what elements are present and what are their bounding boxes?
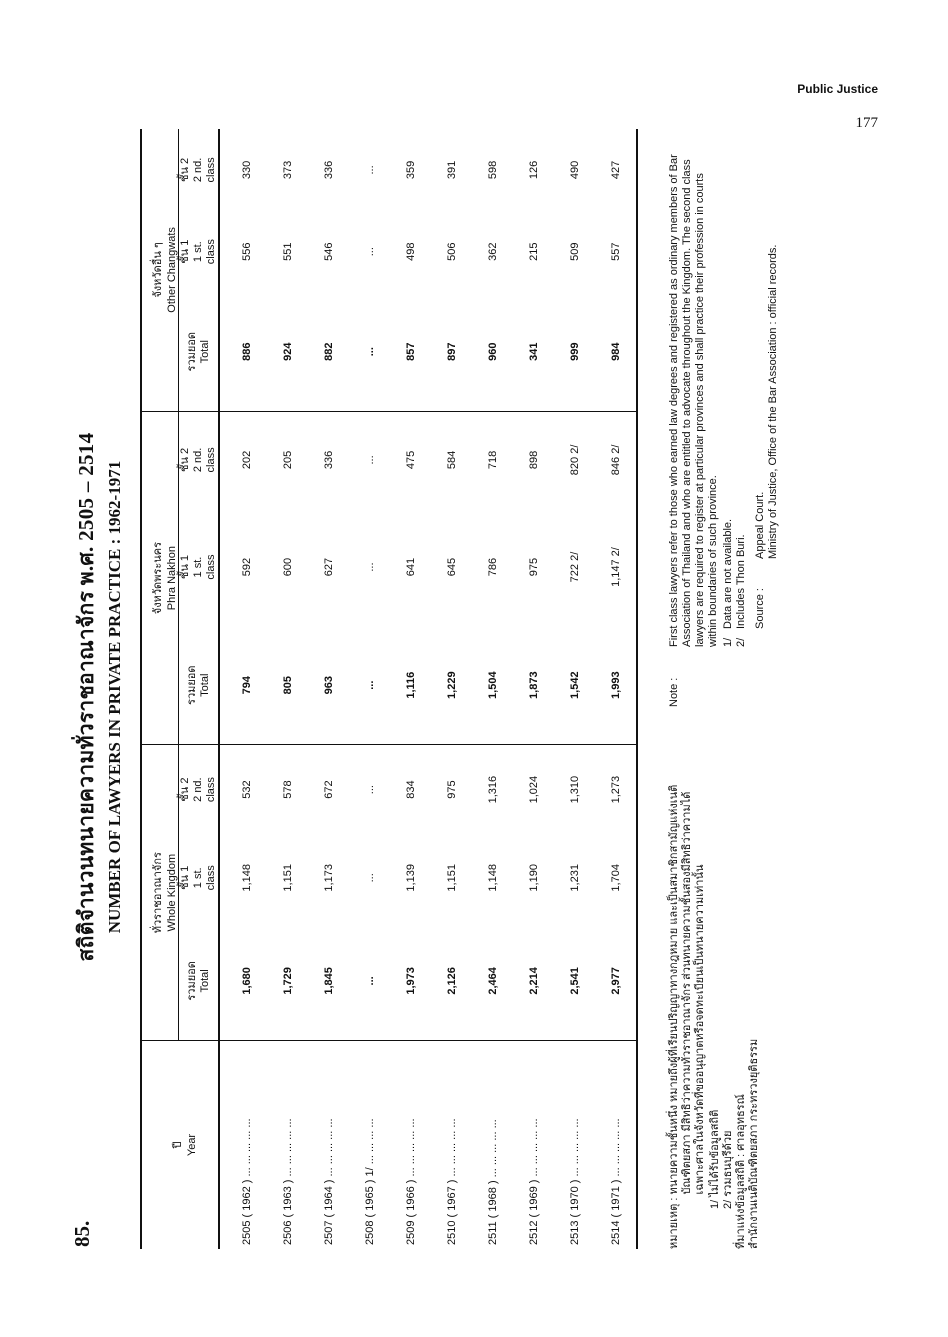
footnote1-label-thai: 1/ xyxy=(709,1199,721,1209)
pn-first-class-cell: ... xyxy=(363,562,376,572)
year-header-english: Year xyxy=(186,1133,198,1157)
pn-second-class-cell: 475 xyxy=(404,450,417,470)
oc-total-cell: 960 xyxy=(472,293,513,412)
table-title xyxy=(70,147,125,1247)
subheader-line: class xyxy=(205,865,217,891)
group-english: Whole Kingdom xyxy=(166,853,178,932)
subheader-line: 2 nd. xyxy=(192,447,204,473)
pn-first-class-cell: 722 2/ xyxy=(568,551,581,583)
pn-second-class-cell: 820 2/ xyxy=(568,444,581,476)
notes-english xyxy=(668,147,780,707)
pn-total-cell: 794 xyxy=(219,626,267,745)
subheader-line: Total xyxy=(198,969,211,993)
wk-total-cell: 2,214 xyxy=(513,922,554,1041)
oc-first-class-cell: 556 xyxy=(240,242,253,261)
source-texts-english xyxy=(754,147,780,569)
subheader-line: ชั้น 2 xyxy=(179,777,191,802)
source-text2-thai: สำนักงานเนติบัณฑิตยสภา กระทรวงยุติธรรม xyxy=(748,1038,760,1249)
pn-total-cell: ... xyxy=(349,626,390,745)
wk-second-class-cell: 578 xyxy=(281,780,294,799)
subheader-line: ชั้น 1 xyxy=(179,554,191,580)
footnote2-text-english: Includes Thon Buri. xyxy=(735,534,747,629)
pn-total-cell: 1,542 xyxy=(554,626,595,745)
subheader-line: ชั้น 2 xyxy=(179,157,191,182)
note-label-english: Note : xyxy=(668,677,680,707)
note-label-thai: หมายเหตุ : xyxy=(668,1197,680,1249)
note-text-english: First class lawyers refer to those who earned law degrees and registered as ordinary members of Bar Association of Thailand and who are entitled to advocate throughout the Kingdom. The second class lawyers are required to register at particular provinces and shall practice their profession in courts within boundaries of such province. xyxy=(668,154,719,647)
table-row xyxy=(308,129,349,1249)
wk-second-class-cell: 672 xyxy=(322,780,335,799)
wk-first-class-cell: 1,139 xyxy=(404,864,417,892)
year-cell: 2507 ( 1964 ) ... ... ... ... ... xyxy=(322,1118,335,1245)
wk-total-cell: 2,126 xyxy=(431,922,472,1041)
wk-first-class-cell: 1,704 xyxy=(609,864,622,892)
subheader-line: ชั้น 2 xyxy=(179,447,191,472)
year-cell: 2509 ( 1966 ) ... ... ... ... ... xyxy=(404,1118,417,1245)
wk-total-cell: 2,541 xyxy=(554,922,595,1041)
pn-first-class-cell: 641 xyxy=(404,557,417,577)
year-header xyxy=(141,1041,219,1250)
subheader-line: รวมยอด xyxy=(185,331,198,372)
wk-second-class-cell: 532 xyxy=(240,780,253,799)
subheader-line: ชั้น 1 xyxy=(179,865,191,890)
title-english: NUMBER OF LAWYERS IN PRIVATE PRACTICE : 1962-1971 xyxy=(105,460,124,934)
year-cell: 2512 ( 1969 ) ... ... ... ... ... xyxy=(527,1118,540,1245)
subheader-line: 2 nd. xyxy=(192,777,204,802)
wk-first-class-cell: ... xyxy=(363,873,376,883)
pn-second-class-cell: 205 xyxy=(281,450,294,470)
pn-first-class-cell: 786 xyxy=(486,557,499,577)
year-cell: 2511 ( 1968 ) ... ... ... ... ... xyxy=(486,1119,499,1245)
group-thai: จังหวัดอื่น ๆ xyxy=(152,242,164,298)
table-row xyxy=(431,129,472,1249)
group-thai: จังหวัดพระนคร xyxy=(152,541,164,615)
oc-second-class-cell: 359 xyxy=(404,160,417,180)
subheader-total xyxy=(179,922,220,1041)
subheader-line: class xyxy=(205,777,217,803)
subheader-second-class xyxy=(179,745,220,834)
footnote1-text-english: Data are not available. xyxy=(722,518,734,629)
pn-second-class-cell: 718 xyxy=(486,450,499,470)
subheader-second-class xyxy=(179,129,220,211)
subheader-line: 1 st. xyxy=(192,867,204,889)
pn-first-class-cell: 627 xyxy=(322,557,335,577)
subheader-line: 1 st. xyxy=(192,556,204,578)
source-text2-english: Ministry of Justice, Office of the Bar Association : official records. xyxy=(767,244,779,559)
group-english: Other Changwats xyxy=(166,227,178,313)
page-number: 177 xyxy=(855,115,878,131)
oc-second-class-cell: 427 xyxy=(609,160,622,180)
oc-total-cell: 341 xyxy=(513,293,554,412)
wk-total-cell: 1,729 xyxy=(267,922,308,1041)
table-body xyxy=(219,129,637,1249)
group-english: Phra Nakhon xyxy=(166,545,178,611)
table-row xyxy=(472,129,513,1249)
wk-total-cell: 1,845 xyxy=(308,922,349,1041)
oc-second-class-cell: 598 xyxy=(486,160,499,180)
table-row xyxy=(349,129,390,1249)
note-text-thai: ทนายความชั้นหนึ่ง หมายถึงผู้ที่เรียนปริญญาทางกฎหมาย และเป็นสมาชิกสามัญแห่งเนติบัณฑิตยสภา มีสิทธิว่าความทั่วราชอาณาจักร ส่วนทนายความชั้นสองมีสิทธิว่าความได้เฉพาะศาลในจังหวัดที่ขออนุญาตหรือจดทะเบียนเป็นทนายความเท่านั้น xyxy=(668,784,706,1195)
oc-first-class-cell: 215 xyxy=(527,242,540,261)
group-header-phra-nakhon xyxy=(141,411,179,745)
year-cell: 2513 ( 1970 ) ... ... ... ... ... xyxy=(568,1118,581,1245)
wk-total-cell: ... xyxy=(349,922,390,1041)
oc-second-class-cell: 336 xyxy=(322,160,335,180)
wk-first-class-cell: 1,231 xyxy=(568,864,581,892)
footnote2-label-thai: 2/ xyxy=(722,1199,734,1209)
pn-second-class-cell: 846 2/ xyxy=(609,444,622,476)
pn-total-cell: 1,116 xyxy=(390,626,431,745)
oc-first-class-cell: 362 xyxy=(486,242,499,261)
oc-second-class-cell: 373 xyxy=(281,160,294,180)
subheader-line: class xyxy=(205,239,217,265)
wk-second-class-cell: 975 xyxy=(445,780,458,799)
source-text1-thai: ศาลอุทธรณ์ xyxy=(735,1094,747,1151)
wk-first-class-cell: 1,173 xyxy=(322,864,335,892)
oc-second-class-cell: 391 xyxy=(445,160,458,180)
wk-second-class-cell: 1,273 xyxy=(609,775,622,804)
table-row xyxy=(219,129,267,1249)
footnote2-text-thai: รวมธนบุรีด้วย xyxy=(722,1130,734,1197)
section-title: Public Justice xyxy=(797,82,878,96)
lawyers-table xyxy=(140,129,638,1249)
oc-second-class-cell: 490 xyxy=(568,160,581,180)
subheader-line: Total xyxy=(198,340,211,364)
wk-total-cell: 1,680 xyxy=(219,922,267,1041)
pn-first-class-cell: 975 xyxy=(527,557,540,577)
subheader-first-class xyxy=(179,834,220,922)
subheader-line: class xyxy=(205,157,217,183)
footnote1-label-english: 1/ xyxy=(722,637,734,647)
footnote2-label-english: 2/ xyxy=(735,637,747,647)
oc-first-class-cell: 557 xyxy=(609,242,622,261)
oc-first-class-cell: 498 xyxy=(404,242,417,261)
subheader-line: รวมยอด xyxy=(185,961,198,1001)
oc-total-cell: ... xyxy=(349,293,390,412)
pn-total-cell: 1,873 xyxy=(513,626,554,745)
oc-first-class-cell: 546 xyxy=(322,242,335,261)
year-cell: 2505 ( 1962 ) ... ... ... ... ... xyxy=(240,1118,253,1245)
group-header-whole-kingdom xyxy=(141,745,179,1041)
pn-second-class-cell: 898 xyxy=(527,450,540,470)
group-header-other-changwats xyxy=(141,129,179,411)
pn-total-cell: 805 xyxy=(267,626,308,745)
oc-total-cell: 897 xyxy=(431,293,472,412)
pn-total-cell: 963 xyxy=(308,626,349,745)
source-text1-english: Appeal Court. xyxy=(754,491,766,559)
wk-total-cell: 2,464 xyxy=(472,922,513,1041)
year-cell: 2506 ( 1963 ) ... ... ... ... ... xyxy=(281,1118,294,1245)
wk-second-class-cell: 834 xyxy=(404,780,417,799)
oc-total-cell: 857 xyxy=(390,293,431,412)
wk-total-cell: 2,977 xyxy=(595,922,637,1041)
wk-second-class-cell: ... xyxy=(363,785,376,795)
oc-first-class-cell: ... xyxy=(363,247,376,257)
subheader-line: รวมยอด xyxy=(185,665,198,705)
wk-first-class-cell: 1,151 xyxy=(445,864,458,892)
year-cell: 2510 ( 1967 ) ... ... ... ... ... xyxy=(445,1118,458,1245)
pn-total-cell: 1,229 xyxy=(431,626,472,745)
oc-total-cell: 882 xyxy=(308,293,349,412)
pn-first-class-cell: 592 xyxy=(240,557,253,577)
subheader-line: Total xyxy=(198,673,211,697)
subheader-total xyxy=(179,626,220,745)
table-row xyxy=(390,129,431,1249)
pn-first-class-cell: 645 xyxy=(445,557,458,577)
oc-first-class-cell: 506 xyxy=(445,242,458,261)
subheader-line: ชั้น 1 xyxy=(179,239,191,264)
year-header-thai: ปี xyxy=(172,1141,184,1149)
table-row xyxy=(554,129,595,1249)
source-label-thai: ที่มาแห่งข้อมูลสถิติ : xyxy=(735,1153,747,1249)
table-number: 85. xyxy=(70,1220,94,1247)
oc-second-class-cell: 126 xyxy=(527,160,540,180)
wk-total-cell: 1,973 xyxy=(390,922,431,1041)
subheader-line: 1 st. xyxy=(192,241,204,263)
pn-total-cell: 1,993 xyxy=(595,626,637,745)
subheader-line: class xyxy=(205,554,217,580)
oc-second-class-cell: ... xyxy=(363,165,376,175)
wk-second-class-cell: 1,310 xyxy=(568,775,581,804)
wk-first-class-cell: 1,190 xyxy=(527,864,540,892)
subheader-line: class xyxy=(205,447,217,473)
pn-first-class-cell: 600 xyxy=(281,557,294,577)
oc-first-class-cell: 509 xyxy=(568,242,581,261)
group-thai: ทั่วราชอาณาจักร xyxy=(152,852,164,934)
wk-first-class-cell: 1,148 xyxy=(486,864,499,892)
subheader-line: 2 nd. xyxy=(192,157,204,183)
pn-first-class-cell: 1,147 2/ xyxy=(609,547,622,587)
year-cell: 2514 ( 1971 ) ... ... ... ... ... xyxy=(609,1118,622,1245)
notes-thai xyxy=(668,769,761,1249)
wk-first-class-cell: 1,148 xyxy=(240,864,253,892)
source-label-english: Source : xyxy=(754,588,766,629)
title-thai: สถิติจำนวนทนายความทั่วราชอาณาจักร พ.ศ. 2505 – 2514 xyxy=(74,432,98,962)
pn-second-class-cell: ... xyxy=(363,455,376,465)
subheader-total xyxy=(179,293,220,412)
subheader-first-class xyxy=(179,211,220,293)
footnote1-text-thai: ไม่ได้รับข้อมูลสถิติ xyxy=(709,1109,721,1197)
pn-total-cell: 1,504 xyxy=(472,626,513,745)
pn-second-class-cell: 202 xyxy=(240,450,253,470)
oc-total-cell: 999 xyxy=(554,293,595,412)
oc-second-class-cell: 330 xyxy=(240,160,253,180)
oc-total-cell: 984 xyxy=(595,293,637,412)
wk-second-class-cell: 1,024 xyxy=(527,775,540,804)
subheader-second-class xyxy=(179,411,220,508)
oc-first-class-cell: 551 xyxy=(281,242,294,261)
wk-first-class-cell: 1,151 xyxy=(281,864,294,892)
oc-total-cell: 886 xyxy=(219,293,267,412)
pn-second-class-cell: 336 xyxy=(322,450,335,470)
table-row xyxy=(267,129,308,1249)
wk-second-class-cell: 1,316 xyxy=(486,775,499,804)
table-row xyxy=(595,129,637,1249)
pn-second-class-cell: 584 xyxy=(445,450,458,470)
subheader-first-class xyxy=(179,508,220,626)
oc-total-cell: 924 xyxy=(267,293,308,412)
table-row xyxy=(513,129,554,1249)
year-cell: 2508 ( 1965 ) 1/ ... ... ... ... xyxy=(363,1118,376,1245)
